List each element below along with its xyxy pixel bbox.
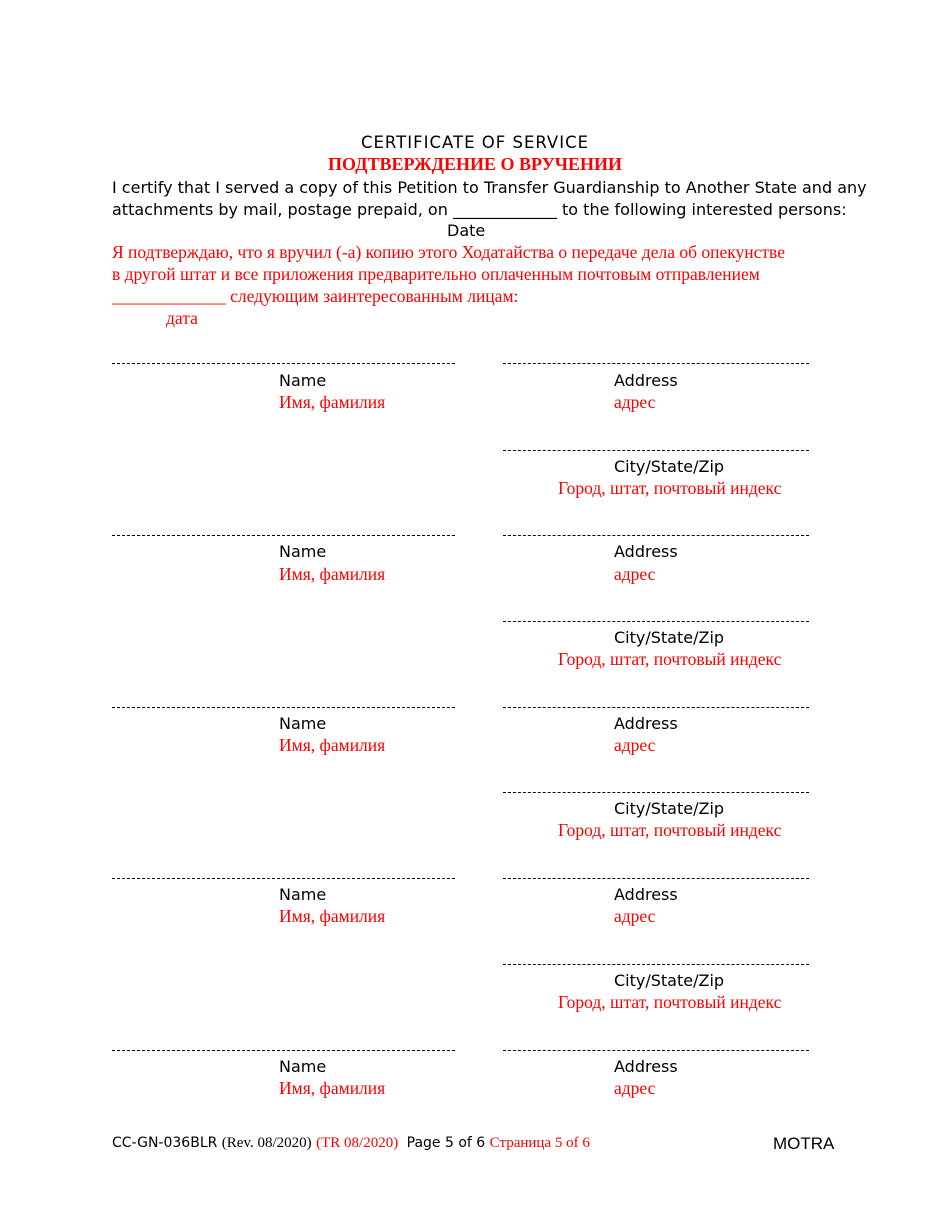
translation-revision: (TR 08/2020) (316, 1135, 399, 1151)
city-state-zip-line[interactable] (503, 621, 809, 622)
name-signature-line[interactable] (112, 878, 455, 879)
city-state-zip-label-ru: Город, штат, почтовый индекс (558, 992, 782, 1012)
date-label: Date (447, 221, 486, 240)
name-label-ru: Имя, фамилия (279, 906, 386, 926)
name-signature-line[interactable] (112, 707, 455, 708)
page-title: CERTIFICATE OF SERVICE (360, 133, 590, 152)
address-line[interactable] (503, 878, 809, 879)
date-label-ru: дата (166, 308, 198, 328)
city-state-zip-line[interactable] (503, 964, 809, 965)
name-label: Name (279, 542, 327, 561)
city-state-zip-line[interactable] (503, 450, 809, 451)
city-state-zip-line[interactable] (503, 792, 809, 793)
address-label: Address (614, 542, 678, 561)
city-state-zip-label: City/State/Zip (614, 799, 725, 818)
name-label: Name (279, 714, 327, 733)
page-title-ru: ПОДТВЕРЖДЕНИЕ О ВРУЧЕНИИ (327, 154, 623, 174)
address-label: Address (614, 714, 678, 733)
city-state-zip-label: City/State/Zip (614, 628, 725, 647)
form-code: CC-GN-036BLR (112, 1135, 218, 1151)
address-line[interactable] (503, 363, 809, 364)
address-label: Address (614, 1057, 678, 1076)
name-label-ru: Имя, фамилия (279, 1078, 386, 1098)
address-line[interactable] (503, 1050, 809, 1051)
address-label: Address (614, 371, 678, 390)
page-number-ru: Страница 5 of 6 (489, 1135, 590, 1151)
agency-mark: MOTRA (773, 1134, 835, 1153)
address-label-ru: адрес (614, 1078, 656, 1098)
footer (112, 1135, 590, 1152)
address-label-ru: адрес (614, 392, 656, 412)
name-label: Name (279, 885, 327, 904)
address-label: Address (614, 885, 678, 904)
name-label-ru: Имя, фамилия (279, 564, 386, 584)
name-signature-line[interactable] (112, 535, 455, 536)
certify-text-ru-line1: Я подтверждаю, что я вручил (-а) копию этого Ходатайства о передаче дела об опекунстве (112, 242, 785, 262)
city-state-zip-label-ru: Город, штат, почтовый индекс (558, 478, 782, 498)
name-label: Name (279, 371, 327, 390)
address-line[interactable] (503, 535, 809, 536)
certify-text-en-line1: I certify that I served a copy of this Petition to Transfer Guardianship to Another State and any (112, 178, 867, 197)
name-signature-line[interactable] (112, 1050, 455, 1051)
city-state-zip-label: City/State/Zip (614, 971, 725, 990)
address-label-ru: адрес (614, 735, 656, 755)
city-state-zip-label-ru: Город, штат, почтовый индекс (558, 820, 782, 840)
city-state-zip-label: City/State/Zip (614, 457, 725, 476)
name-label-ru: Имя, фамилия (279, 735, 386, 755)
name-signature-line[interactable] (112, 363, 455, 364)
certify-text-en-line2: attachments by mail, postage prepaid, on _____________ to the following interested persons: (112, 200, 847, 219)
certify-text-ru-line3: _____________ следующим заинтересованным лицам: (112, 286, 519, 306)
page-number: Page 5 of 6 (406, 1135, 486, 1151)
name-label: Name (279, 1057, 327, 1076)
address-label-ru: адрес (614, 564, 656, 584)
certify-text-ru-line2: в другой штат и все приложения предварительно оплаченным почтовым отправлением (112, 264, 760, 284)
name-label-ru: Имя, фамилия (279, 392, 386, 412)
revision: (Rev. 08/2020) (221, 1135, 312, 1151)
address-line[interactable] (503, 707, 809, 708)
address-label-ru: адрес (614, 906, 656, 926)
city-state-zip-label-ru: Город, штат, почтовый индекс (558, 649, 782, 669)
